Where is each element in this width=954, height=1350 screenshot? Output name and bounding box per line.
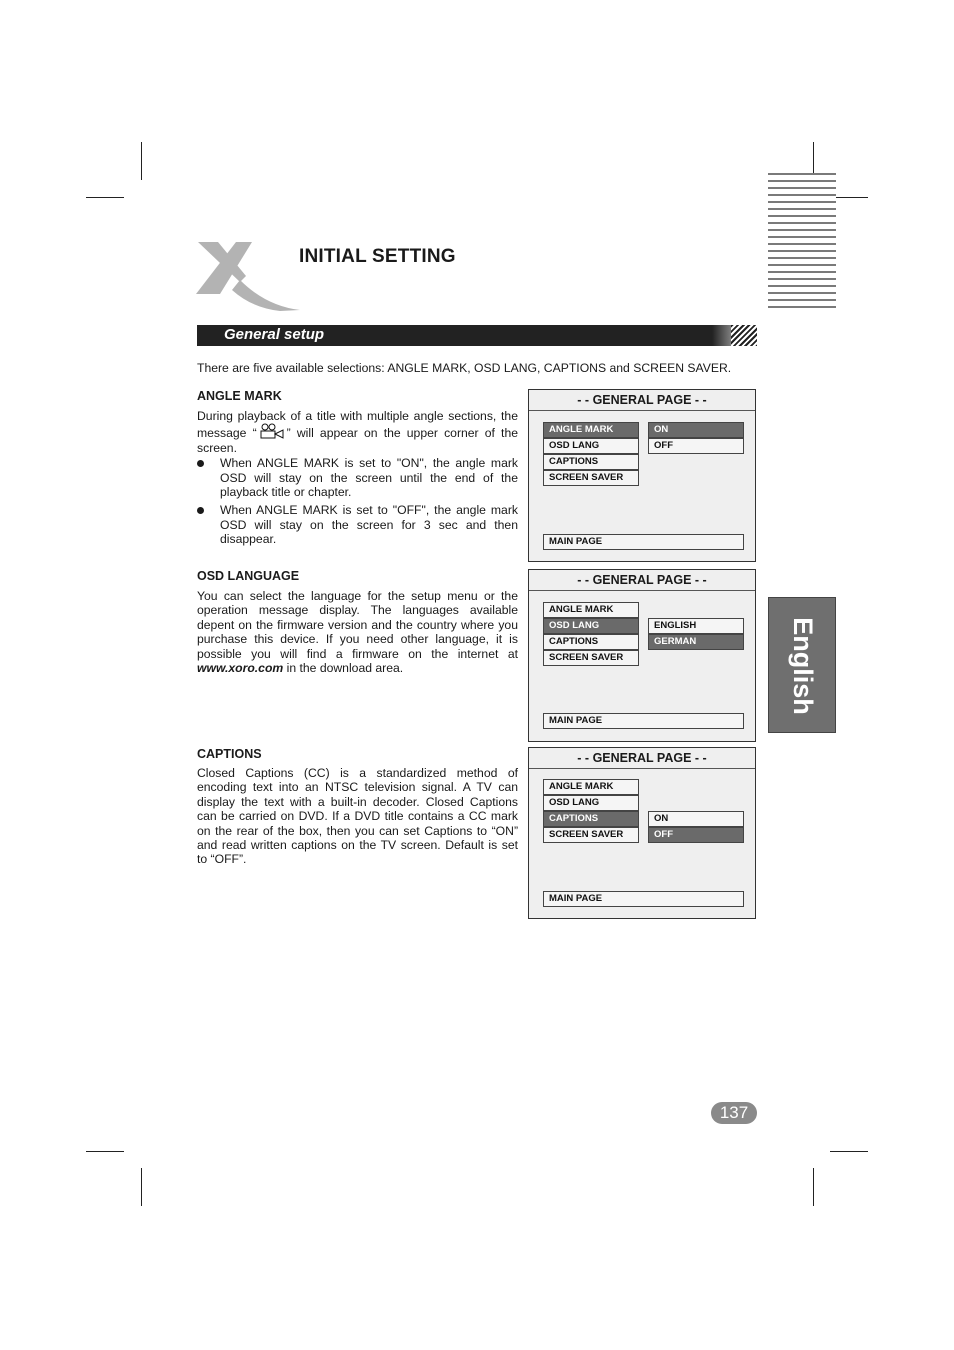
general-page-menu (528, 747, 756, 919)
angle-mark-text-b: ” will appear on the upper corner of the screen. (197, 426, 518, 455)
captions-heading: CAPTIONS (197, 747, 262, 761)
main-page-button[interactable]: MAIN PAGE (543, 534, 744, 550)
menu-item-screen-saver[interactable]: SCREEN SAVER (543, 470, 639, 486)
section-header (197, 325, 757, 346)
main-page-button[interactable]: MAIN PAGE (543, 891, 744, 907)
general-page-menu (528, 389, 756, 562)
main-page-button[interactable]: MAIN PAGE (543, 713, 744, 729)
menu-item-angle-mark[interactable]: ANGLE MARK (543, 422, 639, 438)
crop-mark (86, 197, 124, 198)
option-on[interactable]: ON (648, 422, 744, 438)
menu-item-captions[interactable]: CAPTIONS (543, 454, 639, 470)
menu-item-captions[interactable]: CAPTIONS (543, 811, 639, 827)
crop-mark (141, 1168, 142, 1206)
page-title: INITIAL SETTING (299, 246, 456, 267)
crop-mark (141, 142, 142, 180)
osd-language-heading: OSD LANGUAGE (197, 569, 300, 583)
menu-header: - - GENERAL PAGE - - (529, 570, 755, 591)
intro-text: There are five available selections: ANGLE MARK, OSD LANG, CAPTIONS and SCREEN SAVER. (197, 361, 732, 375)
menu-header: - - GENERAL PAGE - - (529, 748, 755, 769)
list-item (197, 456, 518, 500)
page-number: 137 (711, 1102, 757, 1124)
menu-item-screen-saver[interactable]: SCREEN SAVER (543, 650, 639, 666)
section-hatch (731, 325, 757, 346)
list-item (197, 503, 518, 547)
menu-item-captions[interactable]: CAPTIONS (543, 634, 639, 650)
bullet-dot-icon (197, 460, 204, 467)
option-german[interactable]: GERMAN (648, 634, 744, 650)
menu-header: - - GENERAL PAGE - - (529, 390, 755, 411)
osd-language-text: You can select the language for the setup menu or the operation message display. The languages available depent on the firmware version and the country where you purchase this device. If you need other language, it is possible you will find a firmware on the internet at (197, 589, 518, 661)
angle-mark-paragraph (197, 409, 518, 455)
osd-language-paragraph (197, 589, 518, 675)
osd-language-text-end: in the download area. (283, 661, 404, 676)
section-title: General setup (224, 326, 325, 343)
menu-item-angle-mark[interactable]: ANGLE MARK (543, 779, 639, 795)
menu-item-screen-saver[interactable]: SCREEN SAVER (543, 827, 639, 843)
angle-mark-text-a: During playback of a title with multiple angle sections, the message “ (197, 409, 518, 441)
menu-item-angle-mark[interactable]: ANGLE MARK (543, 602, 639, 618)
option-off[interactable]: OFF (648, 827, 744, 843)
side-tab-label: English (788, 617, 819, 715)
camera-angle-icon (257, 423, 287, 437)
option-on[interactable]: ON (648, 811, 744, 827)
list-item-text: When ANGLE MARK is set to "ON", the angle mark OSD will stay on the screen until the end of the playback title or chapter. (220, 456, 518, 500)
option-english[interactable]: ENGLISH (648, 618, 744, 634)
xoro-logo (196, 240, 302, 312)
crop-mark (86, 1151, 124, 1152)
menu-item-osd-lang[interactable]: OSD LANG (543, 795, 639, 811)
general-page-menu (528, 569, 756, 742)
captions-paragraph: Closed Captions (CC) is a standardized method of encoding text into an NTSC television signal. A TV can display the text with a built-in decoder. Closed Captions can be carried on DVD. If a DVD title contains a CC mark on the rear of the box, then you can set Captions to “ON” and read written captions on the TV screen. Default is set to “OFF”. (197, 766, 518, 867)
xoro-link[interactable]: www.xoro.com (197, 661, 284, 676)
list-item-text: When ANGLE MARK is set to "OFF", the angle mark OSD will stay on the screen for 3 sec and then disappear. (220, 503, 518, 547)
angle-mark-heading: ANGLE MARK (197, 389, 282, 403)
header-stripes (768, 173, 836, 313)
option-off[interactable]: OFF (648, 438, 744, 454)
bullet-dot-icon (197, 507, 204, 514)
menu-item-osd-lang[interactable]: OSD LANG (543, 438, 639, 454)
crop-mark (830, 1151, 868, 1152)
menu-item-osd-lang[interactable]: OSD LANG (543, 618, 639, 634)
crop-mark (813, 1168, 814, 1206)
language-side-tab (768, 597, 836, 733)
